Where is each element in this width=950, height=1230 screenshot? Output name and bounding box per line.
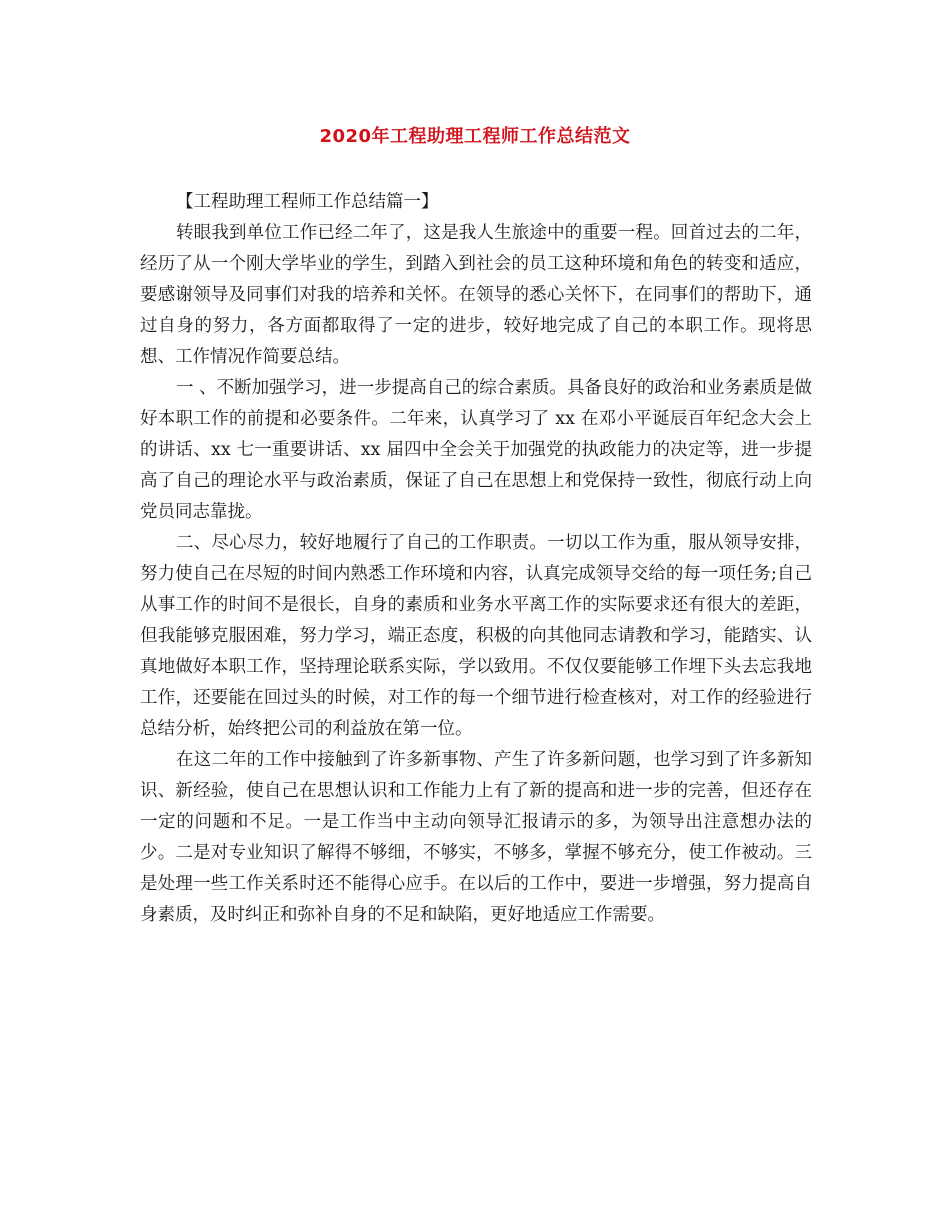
paragraph-study: 一 、不断加强学习，进一步提高自己的综合素质。具备良好的政治和业务素质是做好本职工作的前提和必要条件。二年来，认真学习了 xx 在邓小平诞辰百年纪念大会上的讲话、xx 七一重要讲话、xx 届四中全会关于加强党的执政能力的决定等，进一步提高了自己的理论水平与政治素质，保证了自己在思想上和党保持一致性，彻底行动上向党员同志靠拢。 [140, 378, 812, 522]
paragraph-intro: 转眼我到单位工作已经二年了，这是我人生旅途中的重要一程。回首过去的二年，经历了从一个刚大学毕业的学生，到踏入到社会的员工这种环境和角色的转变和适应，要感谢领导及同事们对我的培养和关怀。在领导的悉心关怀下，在同事们的帮助下，通过自身的努力，各方面都取得了一定的进步，较好地完成了自己的本职工作。现将思想、工作情况作简要总结。 [140, 223, 812, 367]
document-body [140, 187, 812, 931]
document-title: 2020年工程助理工程师工作总结范文 [319, 126, 631, 147]
paragraph-shortcomings: 在这二年的工作中接触到了许多新事物、产生了许多新问题，也学习到了许多新知识、新经验，使自己在思想认识和工作能力上有了新的提高和进一步的完善，但还存在一定的问题和不足。一是工作当中主动向领导汇报请示的多，为领导出注意想办法的少。二是对专业知识了解得不够细，不够实，不够多，掌握不够充分，使工作被动。三是处理一些工作关系时还不能得心应手。在以后的工作中，要进一步增强，努力提高自身素质，及时纠正和弥补自身的不足和缺陷，更好地适应工作需要。 [140, 750, 812, 925]
section-heading: 【工程助理工程师工作总结篇一】 [176, 192, 439, 212]
paragraph-duties: 二、尽心尽力，较好地履行了自己的工作职责。一切以工作为重，服从领导安排，努力使自己在尽短的时间内熟悉工作环境和内容，认真完成领导交给的每一项任务;自己从事工作的时间不是很长，自身的素质和业务水平离工作的实际要求还有很大的差距，但我能够克服困难，努力学习，端正态度，积极的向其他同志请教和学习，能踏实、认真地做好本职工作，坚持理论联系实际，学以致用。不仅仅要能够工作埋下头去忘我地工作，还要能在回过头的时候，对工作的每一个细节进行检查核对，对工作的经验进行总结分析，始终把公司的利益放在第一位。 [140, 533, 812, 739]
